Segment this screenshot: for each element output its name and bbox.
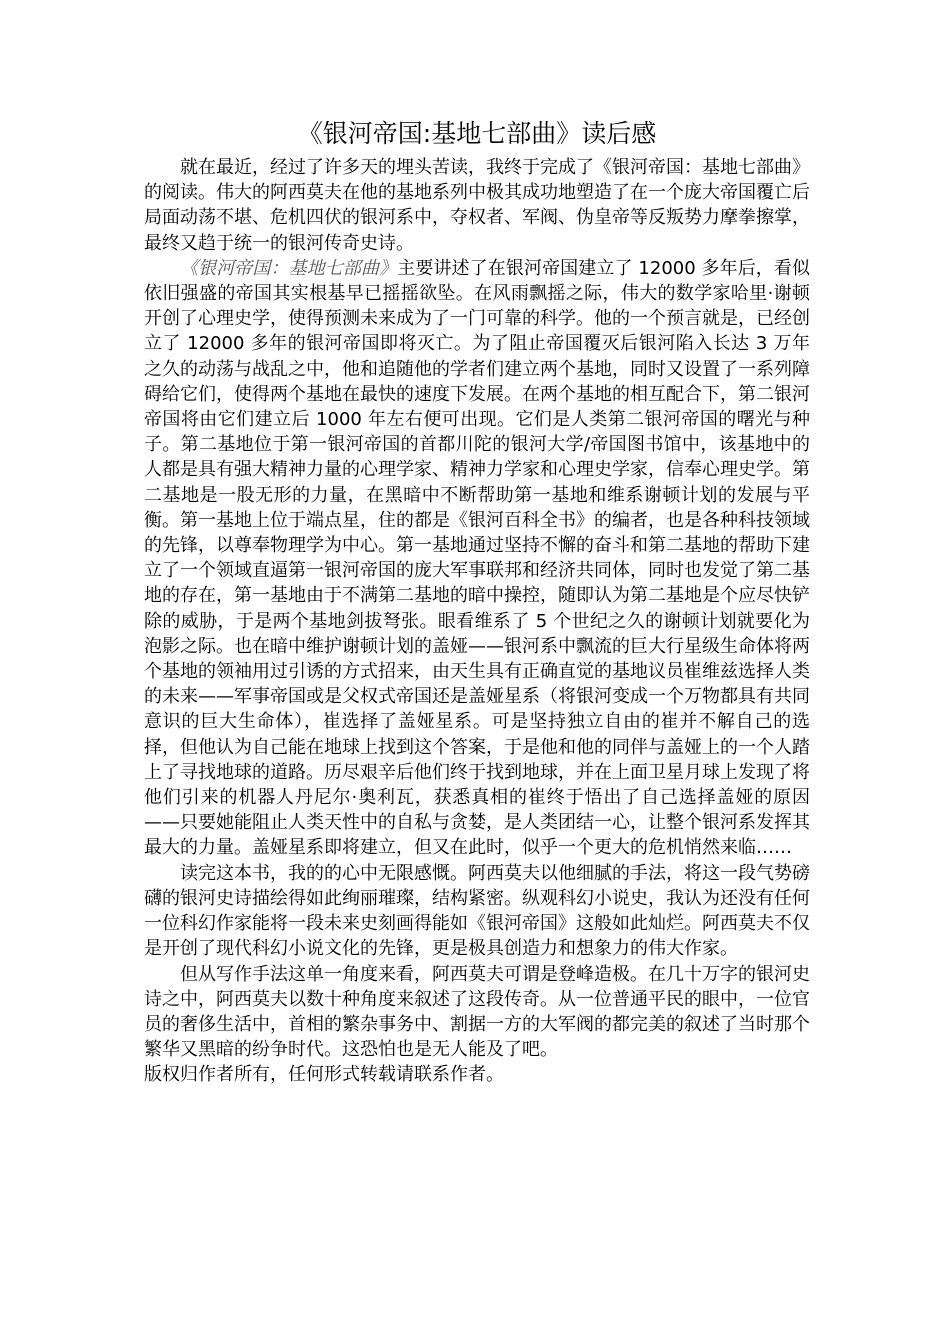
- paragraph-intro: 就在最近，经过了许多天的埋头苦读，我终于完成了《银河帝国：基地七部曲》的阅读。伟大的阿西莫夫在他的基地系列中极其成功地塑造了在一个庞大帝国覆亡后局面动荡不堪、危机四伏的银河系中，夺权者、军阀、伪皇帝等反叛势力摩拳擦掌，最终又趋于统一的银河传奇史诗。: [144, 157, 810, 254]
- document-body: [144, 113, 810, 1088]
- book-title-italic: 《银河帝国：基地七部曲》: [180, 257, 398, 279]
- paragraph-reflection: 读完这本书，我的的心中无限感慨。阿西莫夫以他细腻的手法，将这一段气势磅礴的银河史诗描绘得如此绚丽璀璨，结构紧密。纵观科幻小说史，我认为还没有任何一位科幻作家能将一段未来史刻画得能如《银河帝国》这般如此灿烂。阿西莫夫不仅是开创了现代科幻小说文化的先锋，更是极具创造力和想象力的伟大作家。: [144, 862, 810, 960]
- paragraph-summary-text: 主要讲述了在银河帝国建立了 12000 多年后，看似依旧强盛的帝国其实根基早已摇摇欲坠。在风雨飘摇之际，伟大的数学家哈里·谢顿开创了心理史学，使得预测未来成为了一门可靠的科学。他的一个预言就是，已经创立了 12000 多年的银河帝国即将灭亡。为了阻止帝国覆灭后银河陷入长达 3 万年之久的动荡与战乱之中，他和追随他的学者们建立两个基地，同时又设置了一系列障碍给它们，使得两个基地在最快的速度下发展。在两个基地的相互配合下，第二银河帝国将由它们建立后 1000 年左右便可出现。它们是人类第二银河帝国的曙光与种子。第二基地位于第一银河帝国的首都川陀的银河大学/帝国图书馆中，该基地中的人都是具有强大精神力量的心理学家、精神力学家和心理史学家，信奉心理史学。第二基地是一股无形的力量，在黑暗中不断帮助第一基地和维系谢顿计划的发展与平衡。第一基地上位于端点星，住的都是《银河百科全书》的编者，也是各种科技领域的先锋，以尊奉物理学为中心。第一基地通过坚持不懈的奋斗和第二基地的帮助下建立了一个领域直逼第一银河帝国的庞大军事联邦和经济共同体，同时也发觉了第二基地的存在，第一基地由于不满第二基地的暗中操控，随即认为第二基地是个应尽快铲除的威胁，于是两个基地剑拔弩张。眼看维系了 5 个世纪之久的谢顿计划就要化为泡影之际。也在暗中维护谢顿计划的盖娅——银河系中飘流的巨大行星级生命体将两个基地的领袖用过引诱的方式招来，由天生具有正确直觉的基地议员崔维兹选择人类的未来——军事帝国或是父权式帝国还是盖娅星系（将银河变成一个万物都具有共同意识的巨大生命体），崔选择了盖娅星系。可是坚持独立自由的崔并不解自己的选择，但他认为自己能在地球上找到这个答案，于是他和他的同伴与盖娅上的一个人踏上了寻找地球的道路。历尽艰辛后他们终于找到地球，并在上面卫星月球上发现了将他们引来的机器人丹尼尔·奥利瓦，获悉真相的崔终于悟出了自己选择盖娅的原因——只要她能阻止人类天性中的自私与贪婪，是人类团结一心，让整个银河系发挥其最大的力量。盖娅星系即将建立，但又在此时，似乎一个更大的危机悄然来临……: [144, 257, 811, 859]
- paragraph-writing-style: 但从写作手法这单一角度来看，阿西莫夫可谓是登峰造极。在几十万字的银河史诗之中，阿西莫夫以数十种角度来叙述了这段传奇。从一位普通平民的眼中，一位官员的奢侈生活中，首相的繁杂事务中、割据一方的大军阀的都完美的叙述了当时那个繁华又黑暗的纷争时代。这恐怕也是无人能及了吧。: [144, 963, 810, 1061]
- copyright-notice: 版权归作者所有，任何形式转载请联系作者。: [144, 1064, 504, 1086]
- paragraph-summary: [144, 256, 810, 861]
- document-title: 《银河帝国:基地七部曲》读后感: [297, 119, 657, 148]
